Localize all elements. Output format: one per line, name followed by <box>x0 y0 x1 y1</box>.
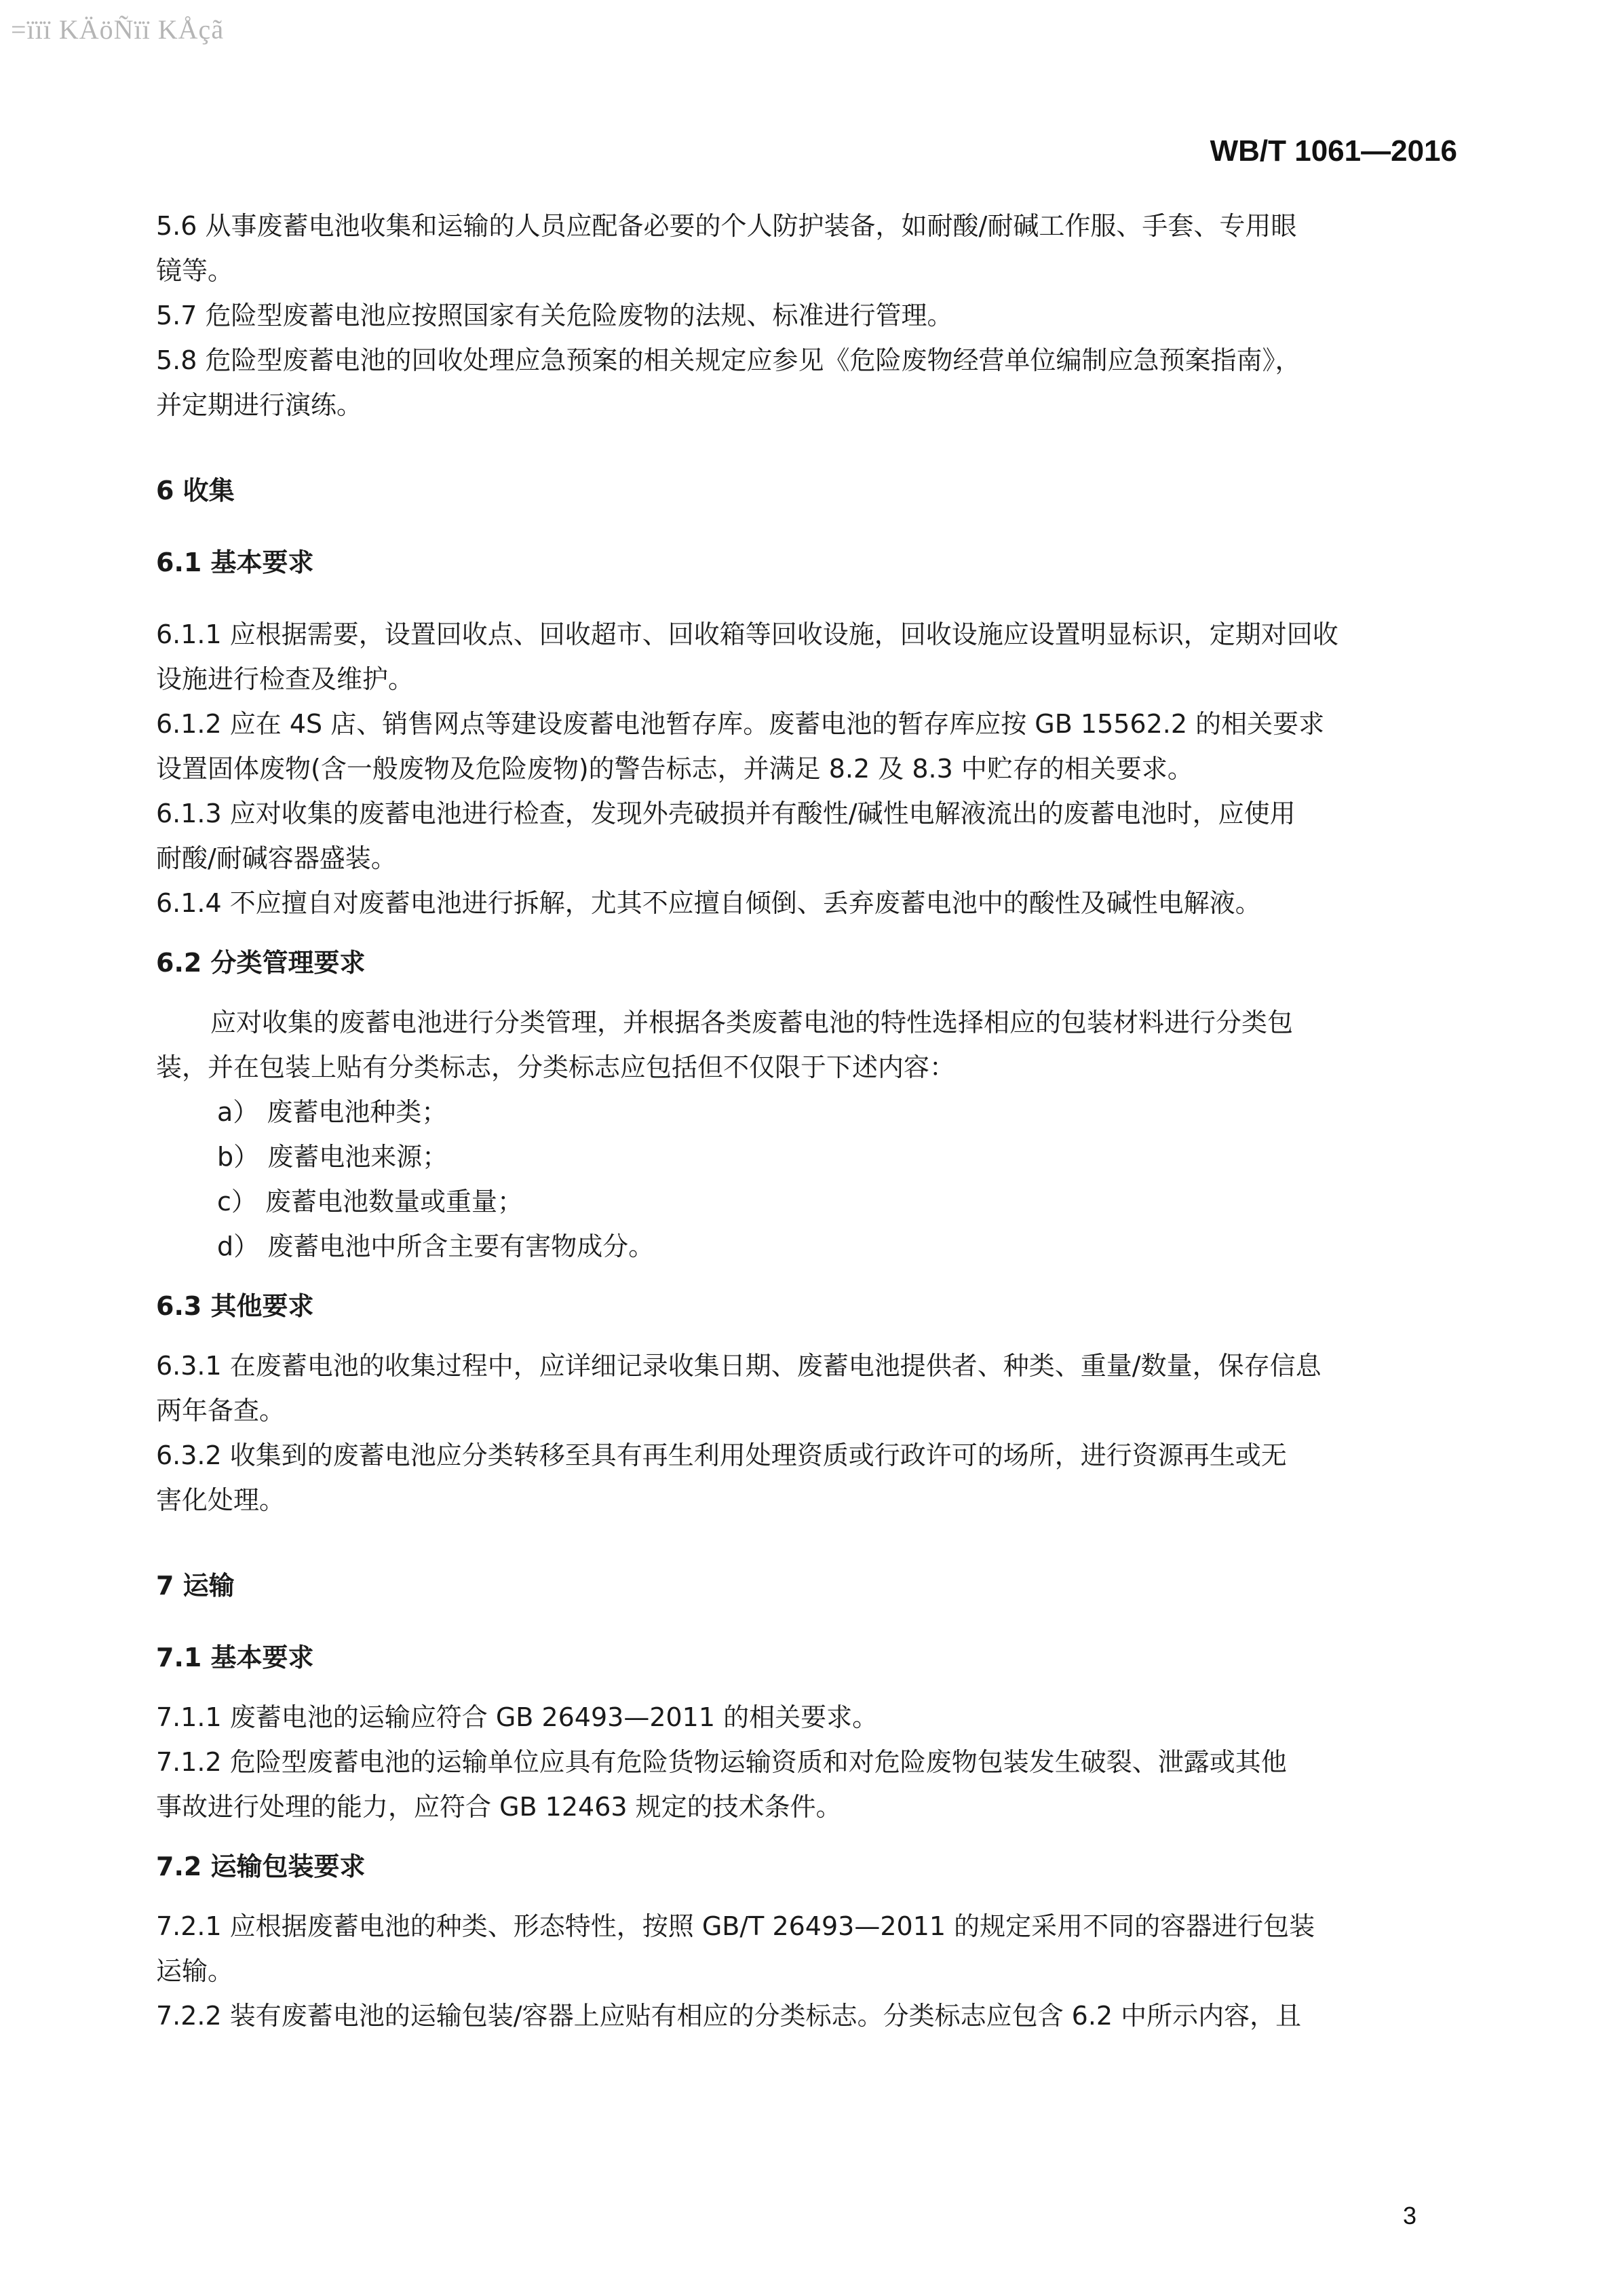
list-item-b: b） 废蓄电池来源； <box>217 1142 448 1172</box>
subsection-heading-6-3: 6.3 其他要求 <box>156 1291 314 1321</box>
clause-6-1-2-cont: 设置固体废物(含一般废物及危险废物)的警告标志，并满足 8.2 及 8.3 中贮存的相关要求。 <box>156 754 1193 784</box>
clause-7-1-2: 7.1.2 危险型废蓄电池的运输单位应具有危险货物运输资质和对危险废物包装发生破裂、泄露或其他 <box>156 1747 1287 1777</box>
standard-number: WB/T 1061—2016 <box>1210 134 1457 168</box>
clause-5-8: 5.8 危险型废蓄电池的回收处理应急预案的相关规定应参见《危险废物经营单位编制应急预案指南》， <box>156 345 1301 375</box>
clause-6-1-1-cont: 设施进行检查及维护。 <box>156 664 414 694</box>
subsection-heading-6-2: 6.2 分类管理要求 <box>156 948 366 978</box>
clause-6-3-2-cont: 害化处理。 <box>156 1485 286 1515</box>
clause-6-1-4: 6.1.4 不应擅自对废蓄电池进行拆解，尤其不应擅自倾倒、丢弃废蓄电池中的酸性及碱性电解液。 <box>156 888 1261 918</box>
clause-6-3-2: 6.3.2 收集到的废蓄电池应分类转移至具有再生利用处理资质或行政许可的场所，进行资源再生或无 <box>156 1440 1287 1470</box>
clause-5-7: 5.7 危险型废蓄电池应按照国家有关危险废物的法规、标准进行管理。 <box>156 301 953 330</box>
list-item-d: d） 废蓄电池中所含主要有害物成分。 <box>217 1231 655 1261</box>
scan-watermark: =ïïï KÄöÑïï KÅçã <box>11 14 225 45</box>
clause-6-3-1-cont: 两年备查。 <box>156 1396 286 1426</box>
clause-7-1-2-cont: 事故进行处理的能力，应符合 GB 12463 规定的技术条件。 <box>156 1792 842 1822</box>
paragraph-6-2-cont: 装，并在包装上贴有分类标志，分类标志应包括但不仅限于下述内容： <box>156 1052 956 1082</box>
clause-6-1-3: 6.1.3 应对收集的废蓄电池进行检查，发现外壳破损并有酸性/碱性电解液流出的废蓄电池时，应使用 <box>156 799 1296 828</box>
clause-6-3-1: 6.3.1 在废蓄电池的收集过程中，应详细记录收集日期、废蓄电池提供者、种类、重量/数量，保存信息 <box>156 1351 1322 1381</box>
clause-7-2-1: 7.2.1 应根据废蓄电池的种类、形态特性，按照 GB/T 26493—2011 的规定采用不同的容器进行包装 <box>156 1911 1315 1941</box>
subsection-heading-7-2: 7.2 运输包装要求 <box>156 1852 366 1881</box>
section-heading-7: 7 运输 <box>156 1571 235 1601</box>
paragraph-6-2: 应对收集的废蓄电池进行分类管理，并根据各类废蓄电池的特性选择相应的包装材料进行分类包 <box>210 1008 1294 1037</box>
clause-7-2-1-cont: 运输。 <box>156 1956 234 1986</box>
list-item-a: a） 废蓄电池种类； <box>217 1097 448 1127</box>
page-number: 3 <box>1402 2202 1416 2230</box>
subsection-heading-6-1: 6.1 基本要求 <box>156 548 314 577</box>
clause-6-1-1: 6.1.1 应根据需要，设置回收点、回收超市、回收箱等回收设施，回收设施应设置明显标识，定期对回收 <box>156 619 1338 649</box>
clause-7-2-2: 7.2.2 装有废蓄电池的运输包装/容器上应贴有相应的分类标志。分类标志应包含 6.2 中所示内容，且 <box>156 2001 1302 2031</box>
subsection-heading-7-1: 7.1 基本要求 <box>156 1643 314 1672</box>
clause-6-1-2: 6.1.2 应在 4S 店、销售网点等建设废蓄电池暂存库。废蓄电池的暂存库应按 GB 15562.2 的相关要求 <box>156 709 1325 739</box>
section-heading-6: 6 收集 <box>156 476 235 505</box>
clause-7-1-1: 7.1.1 废蓄电池的运输应符合 GB 26493—2011 的相关要求。 <box>156 1702 879 1732</box>
list-item-c: c） 废蓄电池数量或重量； <box>217 1187 523 1217</box>
clause-5-6-cont: 镜等。 <box>156 256 234 286</box>
clause-5-8-cont: 并定期进行演练。 <box>156 390 363 420</box>
document-body <box>156 204 1459 2038</box>
clause-6-1-3-cont: 耐酸/耐碱容器盛装。 <box>156 843 397 873</box>
clause-5-6: 5.6 从事废蓄电池收集和运输的人员应配备必要的个人防护装备，如耐酸/耐碱工作服、手套、专用眼 <box>156 211 1297 241</box>
